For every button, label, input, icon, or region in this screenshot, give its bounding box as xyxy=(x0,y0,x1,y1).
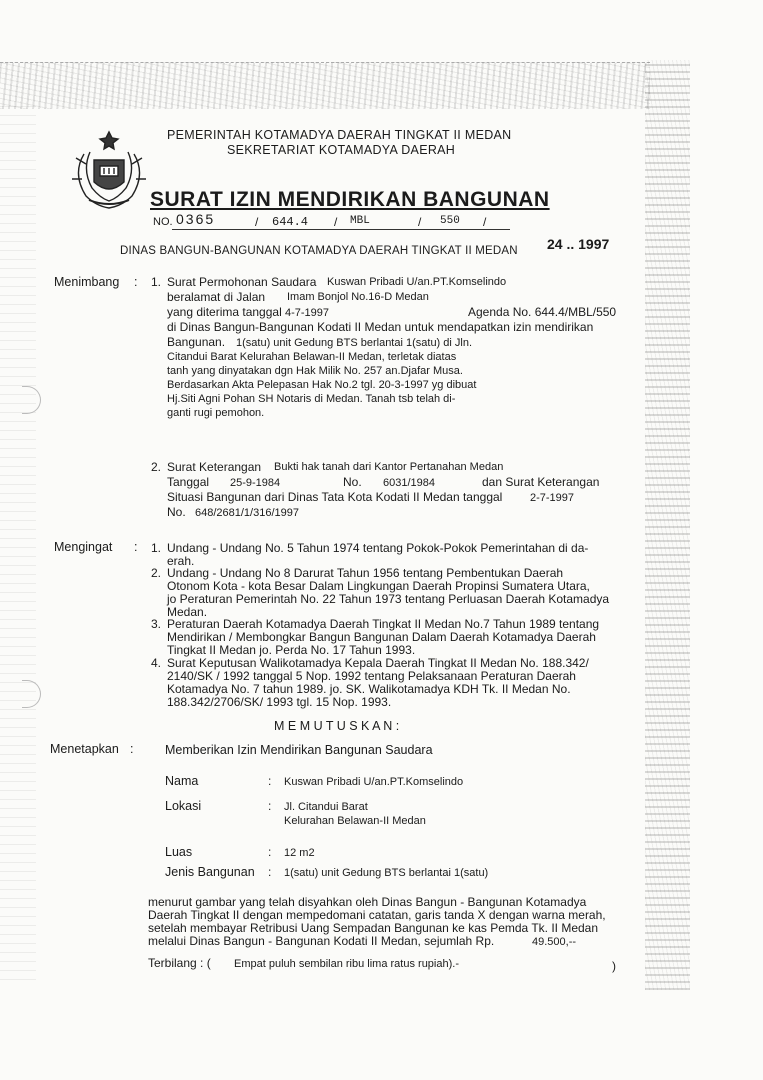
field-colon: : xyxy=(268,865,272,879)
text-line: Medan. xyxy=(167,605,208,619)
decorative-top-border xyxy=(0,62,650,109)
text-line: Bangunan. xyxy=(167,335,226,349)
field-colon: : xyxy=(268,774,272,788)
item-number: 2. xyxy=(151,460,162,474)
field-label-nama: Nama xyxy=(165,774,199,788)
agenda-number: Agenda No. 644.4/MBL/550 xyxy=(468,305,617,319)
decision-intro: Memberikan Izin Mendirikan Bangunan Saudara xyxy=(165,743,433,757)
field-value-jenis: 1(satu) unit Gedung BTS berlantai 1(satu) xyxy=(284,867,489,879)
field-value-nama: Kuswan Pribadi U/an.PT.Komselindo xyxy=(284,776,464,788)
number-slash: / xyxy=(483,215,487,229)
section-colon: : xyxy=(134,540,138,554)
hole-punch-mark xyxy=(22,386,41,414)
field-colon: : xyxy=(268,845,272,859)
typed-text-line: 1(satu) unit Gedung BTS berlantai 1(satu) di Jln. xyxy=(236,337,473,349)
applicant-name: Kuswan Pribadi U/an.PT.Komselindo xyxy=(327,276,507,288)
field-value-lokasi: Jl. Citandui Barat xyxy=(284,801,368,813)
section-label-mengingat: Mengingat xyxy=(54,540,113,554)
terbilang-label: Terbilang : ( xyxy=(148,956,211,970)
text-line: Tingkat II Medan jo. Perda No. 17 Tahun 1993. xyxy=(167,643,416,657)
typed-text-line: ganti rugi pemohon. xyxy=(167,407,265,419)
item-number: 4. xyxy=(151,656,162,670)
field-colon: : xyxy=(268,799,272,813)
applicant-address: Imam Bonjol No.16-D Medan xyxy=(287,291,429,303)
text-line: Undang - Undang No 8 Darurat Tahun 1956 tentang Pembentukan Daerah xyxy=(167,566,564,580)
text-line: 2140/SK / 1992 tanggal 5 Nop. 1992 tentang Pelaksanaan Peraturan Daerah xyxy=(167,669,576,683)
field-label-luas: Luas xyxy=(165,845,193,859)
item-number: 3. xyxy=(151,617,162,631)
number-part-unit: MBL xyxy=(350,215,370,227)
number-label: NO. xyxy=(153,216,173,228)
number-slash: / xyxy=(334,215,338,229)
text-line: Surat Keputusan Walikotamadya Kepala Daerah Tingkat II Medan No. 188.342/ xyxy=(167,656,589,670)
field-label-jenis: Jenis Bangunan xyxy=(165,865,255,879)
decorative-left-border xyxy=(0,100,36,980)
text-line: erah. xyxy=(167,554,195,568)
text-line: Peraturan Daerah Kotamadya Daerah Tingkat II Medan No.7 Tahun 1989 tentang xyxy=(167,617,600,631)
typed-text-line: tanh yang dinyatakan dgn Hak Milik No. 257 an.Djafar Musa. xyxy=(167,365,463,377)
text-line: dan Surat Keterangan xyxy=(482,475,600,489)
number-slash: / xyxy=(255,215,259,229)
paragraph-line: setelah membayar Retribusi Uang Sempadan Bangunan ke kas Pemda Tk. II Medan xyxy=(148,921,599,935)
item-number: 1. xyxy=(151,541,162,555)
field-value-lokasi-2: Kelurahan Belawan-II Medan xyxy=(284,815,426,827)
text-line: beralamat di Jalan xyxy=(167,290,266,304)
hole-punch-mark xyxy=(22,680,41,708)
section-label-menetapkan: Menetapkan xyxy=(50,742,119,756)
text-line: Surat Permohonan Saudara xyxy=(167,275,317,289)
text-line: Surat Keterangan xyxy=(167,460,262,474)
text-line: 188.342/2706/SK/ 1993 tgl. 15 Nop. 1993. xyxy=(167,695,392,709)
section-colon: : xyxy=(134,275,138,289)
text-line: yang diterima tanggal xyxy=(167,305,282,319)
text-line: Mendirikan / Membongkar Bangun Bangunan Dalam Daerah Kotamadya Daerah xyxy=(167,630,596,644)
decorative-right-border xyxy=(645,60,690,990)
text-line: Undang - Undang No. 5 Tahun 1974 tentang Pokok-Pokok Pemerintahan di da- xyxy=(167,541,589,555)
text-line: No. xyxy=(167,505,186,519)
field-label-lokasi: Lokasi xyxy=(165,799,202,813)
land-date: 25-9-1984 xyxy=(230,477,281,489)
situation-number: 648/2681/1/316/1997 xyxy=(195,507,299,519)
number-slash: / xyxy=(418,215,422,229)
paragraph-line: menurut gambar yang telah disyahkan oleh Dinas Bangun - Bangunan Kotamadya xyxy=(148,895,587,909)
text-line: Tanggal xyxy=(167,475,210,489)
number-underline xyxy=(172,229,510,230)
paragraph-line: Daerah Tingkat II dengan mempedomani catatan, garis tanda X dengan warna merah, xyxy=(148,908,606,922)
number-part-agenda: 550 xyxy=(440,215,460,227)
land-number: 6031/1984 xyxy=(383,477,435,489)
item-number: 2. xyxy=(151,566,162,580)
text-line: No. xyxy=(343,475,362,489)
received-date: 4-7-1997 xyxy=(285,307,330,319)
header-line-government: PEMERINTAH KOTAMADYA DAERAH TINGKAT II MEDAN xyxy=(167,128,512,142)
terbilang-close: ) xyxy=(612,959,616,973)
text-line: Otonom Kota - kota Besar Dalam Lingkungan Daerah Propinsi Sumatera Utara, xyxy=(167,579,590,593)
memutuskan-heading: M E M U T U S K A N : xyxy=(274,719,400,733)
text-line: di Dinas Bangun-Bangunan Kodati II Medan untuk mendapatkan izin mendirikan xyxy=(167,320,594,334)
field-value-luas: 12 m2 xyxy=(284,847,315,859)
paragraph-line: melalui Dinas Bangun - Bangunan Kodati II Medan, sejumlah Rp. xyxy=(148,934,495,948)
typed-text-line: Hj.Siti Agni Pohan SH Notaris di Medan. Tanah tsb telah di- xyxy=(167,393,456,405)
issue-date: 24 .. 1997 xyxy=(547,236,610,252)
terbilang-value: Empat puluh sembilan ribu lima ratus rupiah).- xyxy=(234,958,459,970)
section-label-menimbang: Menimbang xyxy=(54,275,120,289)
fee-amount: 49.500,-- xyxy=(532,936,577,948)
situation-date: 2-7-1997 xyxy=(530,492,575,504)
section-colon: : xyxy=(130,742,134,756)
document-title: SURAT IZIN MENDIRIKAN BANGUNAN xyxy=(150,188,550,211)
typed-text-line: Citandui Barat Kelurahan Belawan-II Medan, terletak diatas xyxy=(167,351,457,363)
coat-of-arms-emblem xyxy=(64,124,154,210)
text-line: jo Peraturan Pemerintah No. 22 Tahun 1973 tentang Perluasan Daerah Kotamadya xyxy=(167,592,610,606)
header-line-secretariat: SEKRETARIAT KOTAMADYA DAERAH xyxy=(227,143,456,157)
typed-text-line: Berdasarkan Akta Pelepasan Hak No.2 tgl. 20-3-1997 yg dibuat xyxy=(167,379,477,391)
number-part-serial: 0365 xyxy=(176,211,216,227)
text-line: Kotamadya No. 7 tahun 1989. jo. SK. Walikotamadya KDH Tk. II Medan No. xyxy=(167,682,571,696)
typed-text-line: Bukti hak tanah dari Kantor Pertanahan Medan xyxy=(274,461,504,473)
item-number: 1. xyxy=(151,275,162,289)
number-part-code: 644.4 xyxy=(272,215,309,229)
issuing-office: DINAS BANGUN-BANGUNAN KOTAMADYA DAERAH TINGKAT II MEDAN xyxy=(120,245,518,257)
text-line: Situasi Bangunan dari Dinas Tata Kota Kodati II Medan tanggal xyxy=(167,490,503,504)
